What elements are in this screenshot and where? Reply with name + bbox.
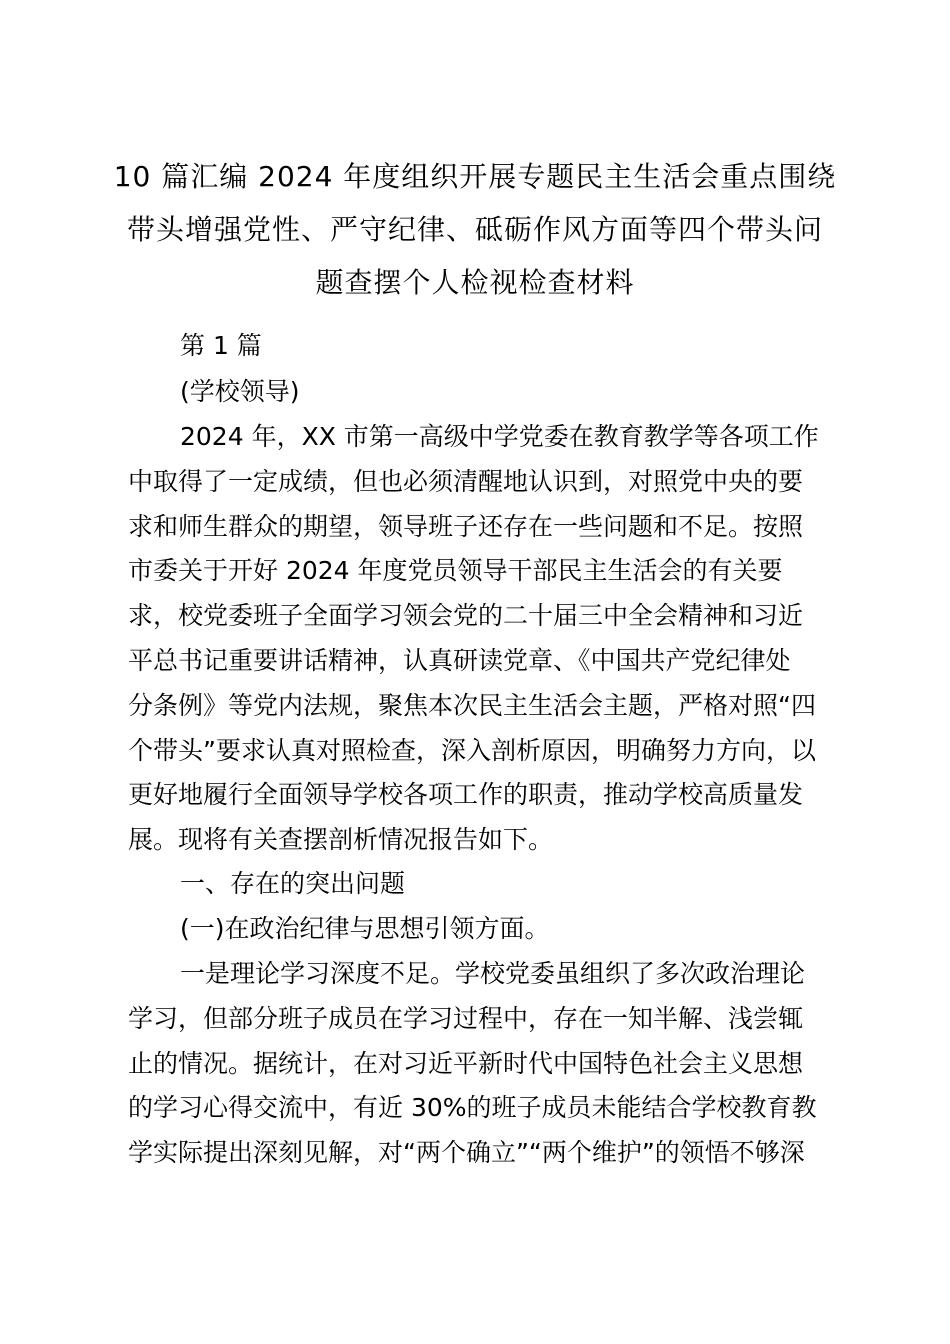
document-title bbox=[100, 150, 850, 309]
paragraph-line: 学实际提出深刻见解，对“两个确立”“两个维护”的领悟不够深 bbox=[128, 1138, 805, 1168]
paragraph-line: 个带头”要求认真对照检查，深入剖析原因，明确努力方向，以 bbox=[128, 735, 816, 765]
subtitle: (学校领导) bbox=[180, 377, 300, 406]
paragraph-line: 分条例》等党内法规，聚焦本次民主生活会主题，严格对照“四 bbox=[128, 690, 816, 720]
section-label: 第 1 篇 bbox=[180, 331, 262, 360]
paragraph-intro bbox=[128, 415, 833, 863]
paragraph-line: 的学习心得交流中，有近 30%的班子成员未能结合学校教育教 bbox=[128, 1093, 817, 1123]
paragraph-line: 求和师生群众的期望，领导班子还存在一些问题和不足。按照 bbox=[128, 511, 804, 541]
title-line: 10 篇汇编 2024 年度组织开展专题民主生活会重点围绕 bbox=[113, 160, 837, 193]
paragraph-line: 学习，但部分班子成员在学习过程中，存在一知半解、浅尝辄 bbox=[128, 1003, 804, 1033]
paragraph-line: 求，校党委班子全面学习领会党的二十届三中全会精神和习近 bbox=[128, 601, 804, 631]
paragraph-line: 中取得了一定成绩，但也必须清醒地认识到，对照党中央的要 bbox=[128, 466, 804, 496]
title-line: 题查摆个人检视检查材料 bbox=[315, 266, 635, 299]
paragraph-line: 更好地履行全面领导学校各项工作的职责，推动学校高质量发 bbox=[128, 780, 804, 810]
title-line: 带头增强党性、严守纪律、砥砺作风方面等四个带头问 bbox=[126, 213, 823, 246]
paragraph-line: 2024 年，XX 市第一高级中学党委在教育教学等各项工作 bbox=[180, 422, 819, 451]
paragraph-line: 展。现将有关查摆剖析情况报告如下。 bbox=[128, 825, 554, 855]
subsection-heading: (一)在政治纪律与思想引领方面。 bbox=[180, 914, 550, 943]
paragraph-line: 平总书记重要讲话精神，认真研读党章、《中国共产党纪律处 bbox=[128, 645, 791, 675]
paragraph-line: 一是理论学习深度不足。学校党委虽组织了多次政治理论 bbox=[180, 959, 806, 988]
paragraph-issue-one bbox=[128, 952, 833, 1176]
paragraph-line: 止的情况。据统计，在对习近平新时代中国特色社会主义思想 bbox=[128, 1048, 804, 1078]
section-heading: 一、存在的突出问题 bbox=[180, 869, 406, 898]
paragraph-line: 市委关于开好 2024 年度党员领导干部民主生活会的有关要 bbox=[128, 556, 783, 586]
